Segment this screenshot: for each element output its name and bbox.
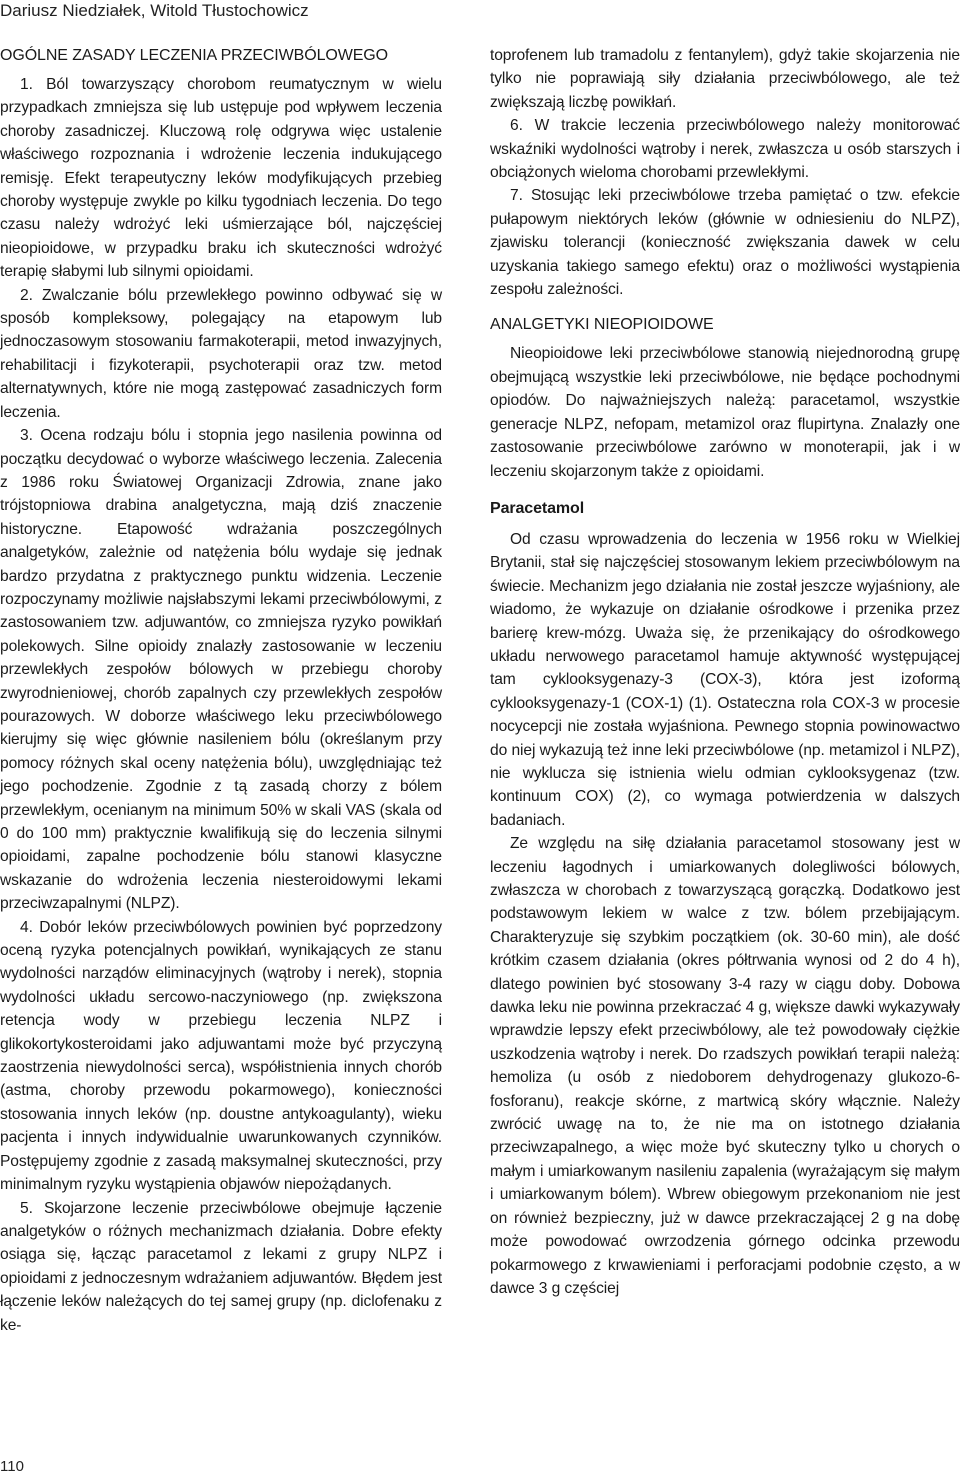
paragraph-principle-6: 6. W trakcie leczenia przeciwbólowego należy monitorować wskaźniki wydolności wątroby i nerek, zwłaszcza u osób starszych i obciążonych wieloma chorobami przewlekłymi. xyxy=(490,117,960,182)
paragraph-principle-4: 4. Dobór leków przeciwbólowych powinien być poprzedzony oceną ryzyka potencjalnych powikłań, wynikających ze stanu wydolności narządów eliminacyjnych (wątroby i nerek), stopnia wydolności układu sercowo-naczyniowego (np. zwiększona retencja wody w przebiegu leczenia NLPZ i glikokortykosteroidami jako adjuwantami może być przyczyną zaostrzenia niewydolności serca), współistnienia innych chorób (astma, choroby przewodu pokarmowego), konieczności stosowania innych leków (np. doustne antykoagulanty), wieku pacjenta i innych indywidualnie uwarunkowanych czynników. Postępujemy zgodnie z zasadą maksymalnej skuteczności, przy minimalnym ryzyku wystąpienia objawów niepożądanych. xyxy=(0,918,442,1194)
right-column xyxy=(490,44,960,1300)
subsection-title-paracetamol: Paracetamol xyxy=(490,499,585,517)
running-head xyxy=(0,0,960,28)
paragraph-principle-5: 5. Skojarzone leczenie przeciwbólowe obejmuje łączenie analgetyków o różnych mechanizmach działania. Dobre efekty osiąga się, łącząc paracetamol z lekami z grupy NLPZ i opioidami z jednoczesnym wdrażaniem adjuwantów. Błędem jest łączenie leków należących do tej samej grupy (np. diclofenaku z ke- xyxy=(0,1199,442,1334)
paragraph-nonopioid-intro: Nieopioidowe leki przeciwbólowe stanowią niejednorodną grupę obejmującą wszystkie leki przeciwbólowe, nie będące pochodnymi opiodów. Do najważniejszych należą: paracetamol, wszystkie generacje NLPZ, nefopam, metamizol oraz flupirtyna. Znalazły one zastosowanie przeciwbólowe zarówno w monoterapii, jak i w leczeniu skojarzonym także z opioidami. xyxy=(490,345,960,480)
running-head-authors: Dariusz Niedziałek, Witold Tłustochowicz xyxy=(0,1,309,20)
left-column xyxy=(0,44,442,1337)
page-number: 110 xyxy=(0,1458,24,1475)
section-title-general-principles: OGÓLNE ZASADY LECZENIA PRZECIWBÓLOWEGO xyxy=(0,47,388,64)
paragraph-principle-1: 1. Ból towarzyszący chorobom reumatycznym w wielu przypadkach zmniejsza się lub ustępuje pod wpływem leczenia choroby zasadniczej. Kluczową rolę odgrywa więc ustalenie właściwego rozpoznania i wdrożenie leczenia indukującego remisję. Efekt terapeutyczny leków modyfikujących przebieg choroby występuje zwykle po kilku tygodniach leczenia. Do tego czasu należy wdrożyć leki uśmierzające ból, najczęściej nieopioidowe, w przypadku braku ich skuteczności wdrożyć terapię słabymi lub silnymi opioidami. xyxy=(0,76,442,281)
paragraph-principle-3: 3. Ocena rodzaju bólu i stopnia jego nasilenia powinna od początku decydować o wyborze właściwego leczenia. Zalecenia z 1986 roku Światowej Organizacji Zdrowia, znane jako trójstopniowa drabina analgetyczna, mają dziś znaczenie historyczne. Etapowość wdrażania poszczególnych analgetyków, zależnie od natężenia bólu wydaje się jednak bardzo przydatna z praktycznego punktu widzenia. Leczenie rozpoczynamy możliwie najsłabszymi lekami przeciwbólowymi, z zastosowaniem tzw. adjuwantów, co zmniejsza ryzyko powikłań polekowych. Silne opioidy znalazły zastosowanie w leczeniu przewlekłych zespołów bólowych w przebiegu choroby zwyrodnieniowej, chorób zapalnych czy przewlekłych zespołów pourazowych. W doborze właściwego leku przeciwbólowego kierujmy się więc głównie nasileniem bólu (określanym przy pomocy różnych skal oceny natężenia bólu), uwzględniając też jego pochodzenie. Zgodnie z tą zasadą chorzy z bólem przewlekłym, ocenianym na minimum 50% w skali VAS (skala od 0 do 100 mm) praktycznie kwalifikują się do leczenia silnymi opioidami, zapalne pochodzenie bólu stanowi klasyczne wskazanie do wdrożenia leczenia niesteroidowymi lekami przeciwzapalnymi (NLPZ). xyxy=(0,427,442,913)
paragraph-paracetamol-2: Ze względu na siłę działania paracetamol stosowany jest w leczeniu łagodnych i umiarkowanych dolegliwości bólowych, zwłaszcza w chorobach z towarzyszącą gorączką. Dodatkowo jest podstawowym lekiem w walce z tzw. bólem przebijającym. Charakteryzuje się szybkim początkiem (ok. 30-60 min), ale dość krótkim czasem działania (okres półtrwania wynosi od 2 do 4 h), dlatego powinien być stosowany 3-4 razy w ciągu doby. Dobowa dawka leku nie powinna przekraczać 4 g, większe dawki wykazywały wprawdzie lepszy efekt przeciwbólowy, ale też powodowały ciężkie uszkodzenia wątroby i nerek. Do rzadszych powikłań terapii należą: hemoliza (u osób z niedoborem dehydrogenazy glukozo-6-fosforanu), reakcje skórne, z martwicą skóry włącznie. Należy zwrócić uwagę na to, że nie ma on istotnego działania przeciwzapalnego, a więc może być skuteczny tylko u chorych o małym i umiarkowanym nasileniu zapalenia (wyrażającym się małym i umiarkowanym bólem). Wbrew obiegowym przekonaniom nie jest on również bezpieczny, już w dawce przekraczającej 2 g na dobę może powodować owrzodzenia górnego odcinka przewodu pokarmowego z krwawieniami i perforacjami podobnie często, a w dawce 3 g częściej xyxy=(490,835,960,1297)
paragraph-continuation: toprofenem lub tramadolu z fentanylem), gdyż takie skojarzenia nie tylko nie poprawiają siły działania przeciwbólowego, ale też zwiększają liczbę powikłań. xyxy=(490,47,960,111)
paragraph-principle-7: 7. Stosując leki przeciwbólowe trzeba pamiętać o tzw. efekcie pułapowym niektórych leków (głównie w odniesieniu do NLPZ), zjawisku tolerancji (konieczność zwiększania dawek w celu uzyskania takiego samego efektu) oraz o możliwości wystąpienia zespołu zależności. xyxy=(490,187,960,299)
paragraph-paracetamol-1: Od czasu wprowadzenia do leczenia w 1956 roku w Wielkiej Brytanii, stał się najczęściej stosowanym lekiem przeciwbólowym na świecie. Mechanizm jego działania nie został jeszcze wyjaśniony, ale wiadomo, że wykazuje on działanie ośrodkowe i przenika przez barierę krew-mózg. Uważa się, że przenikający do ośrodkowego układu nerwowego paracetamol hamuje aktywność występującej tam cyklooksygenazy-3 (COX-3), która jest izoformą cyklooksygenazy-1 (COX-1) (1). Ostateczna rola COX-3 w procesie nocycepcji nie została wyjaśniona. Pewnego stopnia powinowactwo do niej wykazują też inne leki przeciwbólowe (np. metamizol i NLPZ), nie wyklucza się istnienia wielu odmian cyklooksygenaz (tzw. kontinuum COX) (2), co wymaga potwierdzenia w dalszych badaniach. xyxy=(490,530,960,829)
section-title-nonopioid-analgesics: ANALGETYKI NIEOPIOIDOWE xyxy=(490,316,714,334)
paragraph-principle-2: 2. Zwalczanie bólu przewlekłego powinno odbywać się w sposób kompleksowy, polegający na etapowym lub jednoczasowym stosowaniu farmakoterapii, metod inwazyjnych, rehabilitacji i fizykoterapii, psychoterapii oraz tzw. metod alternatywnych, które nie mogą zastępować zasadniczych form leczenia. xyxy=(0,286,442,421)
